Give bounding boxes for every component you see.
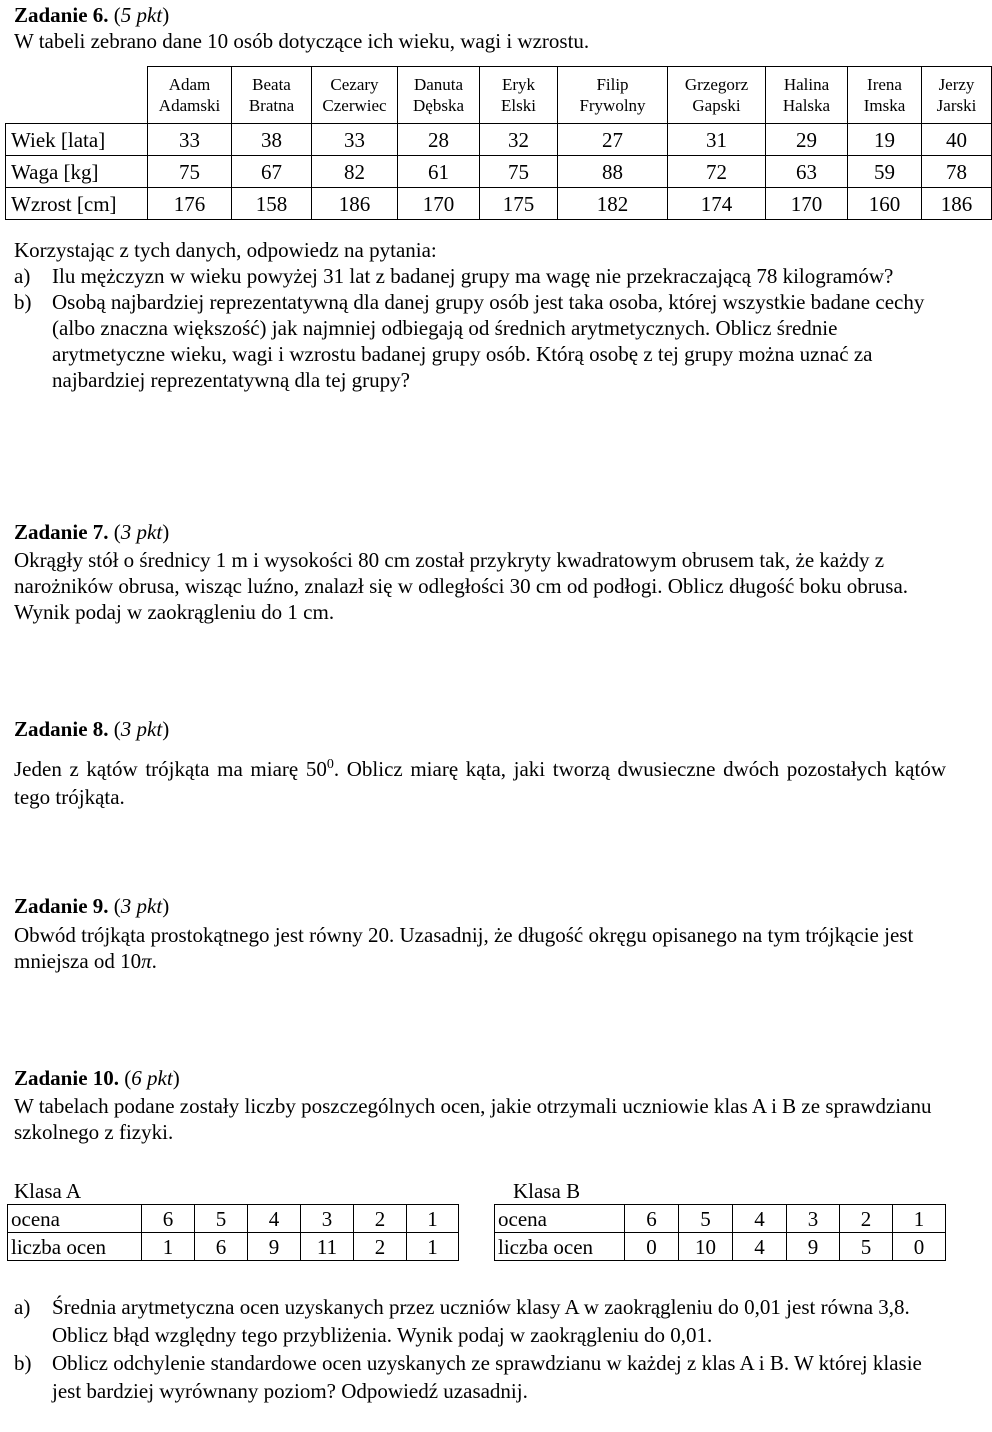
table-cell: 4 xyxy=(248,1205,301,1233)
table-cell: 6 xyxy=(625,1205,679,1233)
table-cell: 28 xyxy=(398,124,480,156)
row-label: Wiek [lata] xyxy=(6,124,148,156)
table-cell: 3 xyxy=(301,1205,354,1233)
table-cell: 0 xyxy=(893,1233,946,1261)
task10-heading: Zadanie 10. xyxy=(14,1066,120,1090)
question-text: Oblicz odchylenie standardowe ocen uzyskanych ze sprawdzianu w każdej z klas A i B. W której klasie jest bardziej wyrównany poziom? Odpowiedź uzasadnij. xyxy=(52,1351,922,1403)
task9-heading: Zadanie 9. xyxy=(14,894,109,918)
task8-heading: Zadanie 8. xyxy=(14,717,109,741)
table-cell: 82 xyxy=(312,156,398,188)
table-cell: 175 xyxy=(480,188,558,220)
table-cell: 1 xyxy=(407,1233,459,1261)
table-cell: 186 xyxy=(922,188,992,220)
table-cell: 75 xyxy=(148,156,232,188)
table-cell: 3 xyxy=(787,1205,840,1233)
task8-text-after: . Oblicz miarę kąta, jaki tworzą dwusieczne dwóch pozostałych kątów tego trójkąta. xyxy=(14,757,946,809)
task8-header xyxy=(14,716,946,742)
table-row xyxy=(8,1233,459,1261)
task9-text-before: Obwód trójkąta prostokątnego jest równy 20. Uzasadnij, że długość okręgu opisanego na tym trójkącie jest mniejsza od 10 xyxy=(14,923,914,973)
table-cell: 10 xyxy=(679,1233,733,1261)
table-cell: 67 xyxy=(232,156,312,188)
task10-body xyxy=(14,1293,946,1405)
question-text: Osobą najbardziej reprezentatywną dla danej grupy osób jest taka osoba, której wszystkie badane cechy (albo znaczna większość) jak najmniej odbiegają od średnich arytmetycznych. Oblicz średnie arytmetyczne wieku, wagi i wzrostu badanej grupy osób. Którą osobę z tej grupy można uznać za najbardziej reprezentatywną dla tej grupy? xyxy=(52,290,925,392)
task6-intro: W tabeli zebrano dane 10 osób dotyczące ich wieku, wagi i wzrostu. xyxy=(14,29,590,53)
table-cell: 174 xyxy=(668,188,766,220)
row-label: ocena xyxy=(495,1205,625,1233)
table-cell: 59 xyxy=(848,156,922,188)
task8-text xyxy=(14,751,946,811)
table-cell: 176 xyxy=(148,188,232,220)
row-label: ocena xyxy=(8,1205,142,1233)
table-cell: 158 xyxy=(232,188,312,220)
person-header: Adam Adamski xyxy=(148,67,232,124)
table-cell: 33 xyxy=(312,124,398,156)
row-label: liczba ocen xyxy=(8,1233,142,1261)
class-b-title: Klasa B xyxy=(513,1179,581,1203)
table-cell: 5 xyxy=(679,1205,733,1233)
table-cell: 27 xyxy=(558,124,668,156)
table-cell: 2 xyxy=(354,1233,407,1261)
task10-questions xyxy=(14,1293,946,1405)
table-cell: 78 xyxy=(922,156,992,188)
persons-header-row xyxy=(6,67,992,124)
degree-sup: 0 xyxy=(326,757,334,772)
question-letter: b) xyxy=(14,1351,32,1375)
question-text: Ilu mężczyzn w wieku powyżej 31 lat z badanej grupy ma wagę nie przekraczającą 78 kilogramów? xyxy=(52,264,894,288)
table-cell: 88 xyxy=(558,156,668,188)
row-label: Waga [kg] xyxy=(6,156,148,188)
task6-body xyxy=(14,237,946,393)
task9-text xyxy=(14,922,946,974)
table-cell: 61 xyxy=(398,156,480,188)
table-cell: 186 xyxy=(312,188,398,220)
question-item xyxy=(14,1349,946,1405)
task6-heading: Zadanie 6. xyxy=(14,3,109,27)
task7-text: Okrągły stół o średnicy 1 m i wysokości 80 cm został przykryty kwadratowym obrusem tak, że każdy z narożników obrusa, wisząc luźno, znalazł się w odległości 30 cm od podłogi. Oblicz długość boku obrusa. Wynik podaj w zaokrągleniu do 1 cm. xyxy=(14,548,909,624)
task7-header xyxy=(14,519,946,545)
table-cell: 5 xyxy=(195,1205,248,1233)
table-cell: 32 xyxy=(480,124,558,156)
table-cell: 4 xyxy=(733,1233,787,1261)
task9-text-after: . xyxy=(151,949,157,973)
task7-heading: Zadanie 7. xyxy=(14,520,109,544)
table-row xyxy=(6,188,992,220)
table-cell: 2 xyxy=(840,1205,893,1233)
angle-value: 50 xyxy=(305,757,327,781)
table-cell: 33 xyxy=(148,124,232,156)
task9-points: (3 pkt) xyxy=(113,894,170,918)
task10-intro: W tabelach podane zostały liczby poszczególnych ocen, jakie otrzymali uczniowie klas A i B ze sprawdzianu szkolnego z fizyki. xyxy=(14,1094,932,1144)
person-header: Halina Halska xyxy=(766,67,848,124)
pi-symbol: π xyxy=(141,949,152,973)
table-cell: 160 xyxy=(848,188,922,220)
table-cell: 19 xyxy=(848,124,922,156)
question-item xyxy=(14,289,946,393)
person-header: Danuta Dębska xyxy=(398,67,480,124)
class-b-table xyxy=(494,1204,946,1261)
table-cell: 40 xyxy=(922,124,992,156)
table-cell: 31 xyxy=(668,124,766,156)
table-row xyxy=(8,1205,459,1233)
table-cell: 0 xyxy=(625,1233,679,1261)
task10-points: (6 pkt) xyxy=(124,1066,180,1090)
table-cell: 9 xyxy=(248,1233,301,1261)
question-letter: a) xyxy=(14,1295,31,1319)
table-cell: 6 xyxy=(142,1205,195,1233)
task6-header xyxy=(14,2,946,28)
person-header: Beata Bratna xyxy=(232,67,312,124)
row-label: Wzrost [cm] xyxy=(6,188,148,220)
person-header: Filip Frywolny xyxy=(558,67,668,124)
task9-header xyxy=(14,893,946,919)
question-letter: a) xyxy=(14,264,31,288)
table-cell: 2 xyxy=(354,1205,407,1233)
persons-table xyxy=(5,66,992,220)
question-letter: b) xyxy=(14,290,32,314)
table-cell: 182 xyxy=(558,188,668,220)
table-cell: 72 xyxy=(668,156,766,188)
corner-cell xyxy=(6,67,148,124)
table-row xyxy=(6,156,992,188)
person-header: Cezary Czerwiec xyxy=(312,67,398,124)
person-header: Jerzy Jarski xyxy=(922,67,992,124)
table-row xyxy=(6,124,992,156)
person-header: Irena Imska xyxy=(848,67,922,124)
task8-points: (3 pkt) xyxy=(113,717,170,741)
table-cell: 9 xyxy=(787,1233,840,1261)
class-a-title: Klasa A xyxy=(14,1179,82,1203)
person-header: Eryk Elski xyxy=(480,67,558,124)
table-cell: 1 xyxy=(407,1205,459,1233)
table-cell: 1 xyxy=(893,1205,946,1233)
task6-questions xyxy=(14,263,946,393)
question-text: Średnia arytmetyczna ocen uzyskanych przez uczniów klasy A w zaokrągleniu do 0,01 jest równa 3,8. Oblicz błąd względny tego przybliżenia. Wynik podaj w zaokrągleniu do 0,01. xyxy=(52,1295,910,1347)
table-cell: 1 xyxy=(142,1233,195,1261)
table-cell: 29 xyxy=(766,124,848,156)
table-cell: 170 xyxy=(766,188,848,220)
table-cell: 5 xyxy=(840,1233,893,1261)
table-cell: 38 xyxy=(232,124,312,156)
task8-text-before: Jeden z kątów trójkąta ma miarę xyxy=(14,757,306,781)
table-cell: 63 xyxy=(766,156,848,188)
question-item xyxy=(14,263,946,289)
table-cell: 170 xyxy=(398,188,480,220)
table-row xyxy=(495,1233,946,1261)
table-cell: 11 xyxy=(301,1233,354,1261)
class-a-table xyxy=(7,1204,459,1261)
task6-points: (5 pkt) xyxy=(113,3,170,27)
table-cell: 4 xyxy=(733,1205,787,1233)
row-label: liczba ocen xyxy=(495,1233,625,1261)
table-row xyxy=(495,1205,946,1233)
table-cell: 75 xyxy=(480,156,558,188)
task10-header xyxy=(14,1065,946,1091)
task6-lead: Korzystając z tych danych, odpowiedz na pytania: xyxy=(14,238,437,262)
task7-points: (3 pkt) xyxy=(113,520,170,544)
question-item xyxy=(14,1293,946,1349)
table-cell: 6 xyxy=(195,1233,248,1261)
person-header: Grzegorz Gapski xyxy=(668,67,766,124)
